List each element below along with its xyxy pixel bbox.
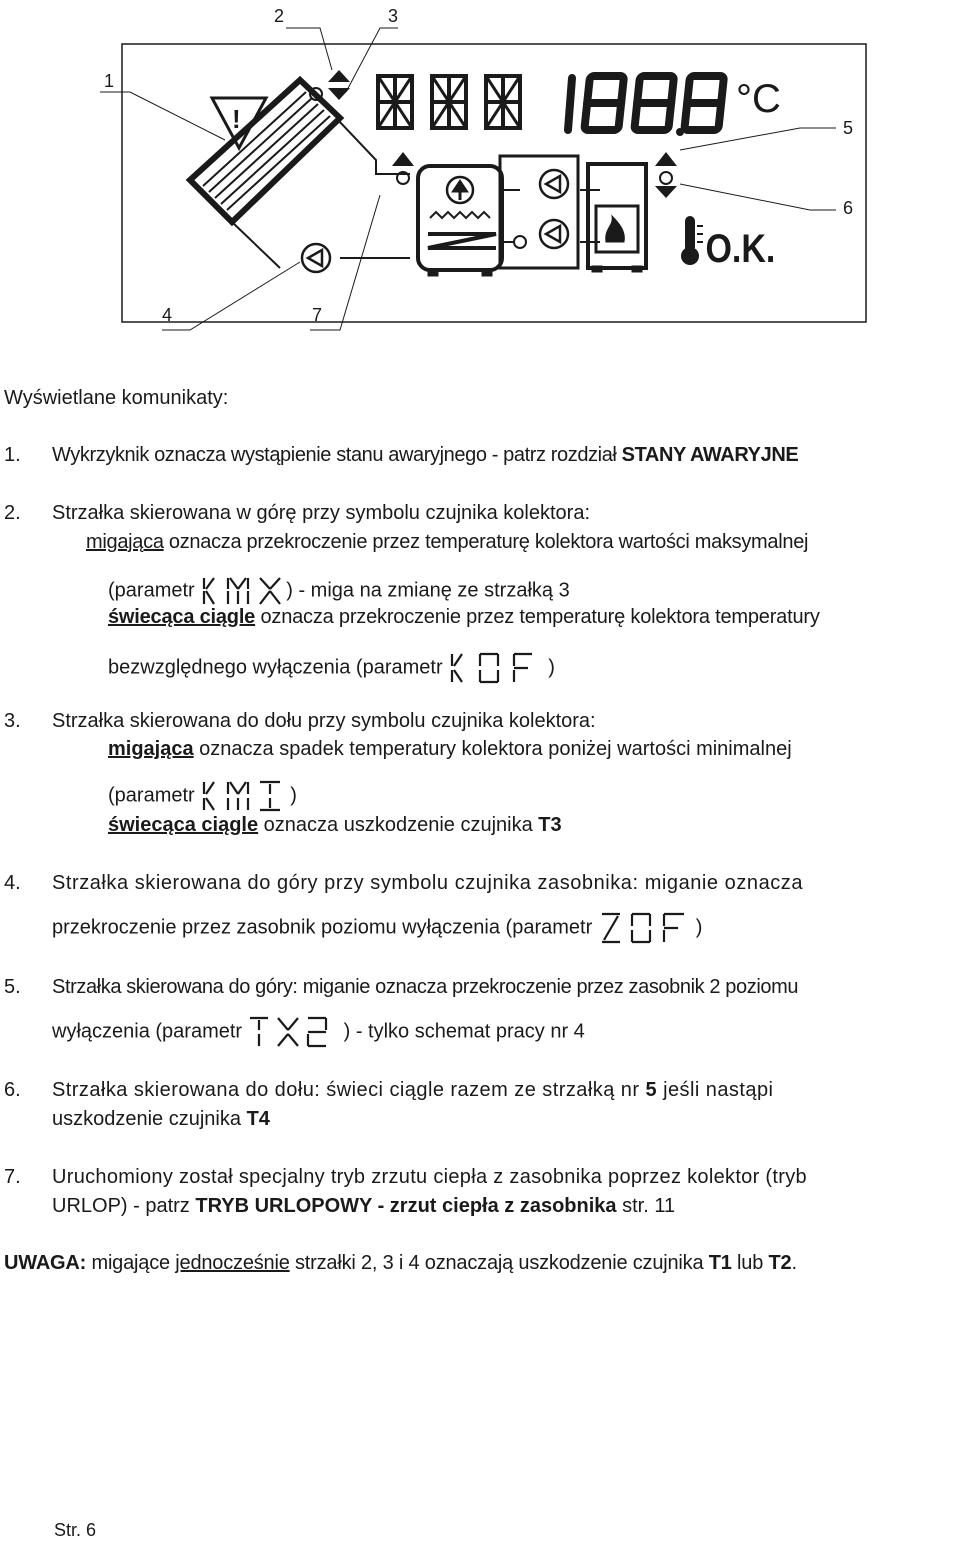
svg-text:!: !: [232, 104, 241, 134]
item-3-number: 3.: [4, 710, 21, 732]
boiler-arrow-down-icon: [655, 186, 677, 198]
heating-circuit-box: [500, 156, 578, 268]
callout-5: 5: [843, 118, 854, 138]
item-2-line-4: świecąca ciągle oznacza przekroczenie przez temperaturę kolektora temperatury: [108, 606, 820, 628]
page-number: Str. 6: [54, 1520, 97, 1540]
item-3-line-4: świecąca ciągle oznacza uszkodzenie czujnika T3: [108, 814, 562, 836]
boiler-arrow-up-icon: [655, 152, 677, 166]
item-7-line-1: Uruchomiony został specjalny tryb zrzutu ciepła z zasobnika poprzez kolektor (tryb: [52, 1166, 807, 1188]
lcd-display-diagram: [0, 0, 960, 340]
item-3-line-3: (parametr ): [108, 780, 297, 812]
item-1-number: 1.: [4, 444, 21, 466]
callout-1: 1: [104, 71, 115, 91]
item-6-line-2: uszkodzenie czujnika T4: [52, 1108, 270, 1130]
arrow-up-icon: [328, 70, 350, 82]
item-6-number: 6.: [4, 1079, 21, 1101]
item-4-line-2: przekroczenie przez zasobnik poziomu wyłączenia (parametr ): [52, 910, 702, 946]
dhw-pump-icon: [540, 220, 568, 248]
item-4-line-1: Strzałka skierowana do góry przy symbolu czujnika zasobnika: miganie oznacza: [52, 872, 804, 894]
item-5-line-1: Strzałka skierowana do góry: miganie oznacza przekroczenie przez zasobnik 2 poziomu: [52, 976, 799, 998]
item-5-number: 5.: [4, 976, 21, 998]
param-kmx-icon: [200, 576, 286, 606]
item-7-number: 7.: [4, 1166, 21, 1188]
item-7-line-2: URLOP) - patrz TRYB URLOPOWY - zrzut ciepła z zasobnika str. 11: [52, 1195, 676, 1217]
solar-collector-icon: [190, 80, 340, 268]
item-3-line-1: Strzałka skierowana do dołu przy symbolu czujnika kolektora:: [52, 710, 596, 732]
callout-3: 3: [388, 6, 399, 26]
item-1-text: Wykrzyknik oznacza wystąpienie stanu awaryjnego - patrz rozdział STANY AWARYJNE: [52, 444, 799, 466]
storage-tank-icon: [418, 166, 502, 276]
item-2-line-3: (parametr ) - miga na zmianę ze strzałką 3: [108, 576, 570, 606]
thermometer-icon: [681, 216, 703, 265]
warning-triangle-icon: [212, 98, 266, 148]
callout-4: 4: [162, 305, 173, 325]
item-6-line-1: Strzałka skierowana do dołu: świeci ciągle razem ze strzałką nr 5 jeśli nastąpi: [52, 1079, 774, 1101]
callout-6: 6: [843, 198, 854, 218]
numeric-display: [568, 76, 724, 130]
item-3-line-2: migająca oznacza spadek temperatury kolektora poniżej wartości minimalnej: [108, 738, 792, 760]
item-4-number: 4.: [4, 872, 21, 894]
decimal-point: [676, 128, 684, 136]
warning-note: UWAGA: migające jednocześnie strzałki 2, 3 i 4 oznaczają uszkodzenie czujnika T1 lub T2.: [4, 1252, 797, 1274]
item-2-line-5: bezwzględnego wyłączenia (parametr ): [108, 650, 555, 686]
pump-sensor-icon: [514, 236, 526, 248]
boiler-sensor-icon: [660, 172, 672, 184]
heating-pump-icon: [540, 170, 568, 198]
param-zof-icon: [598, 910, 696, 946]
param-kof-icon: [448, 650, 548, 686]
callout-7: 7: [312, 305, 323, 325]
item-2-number: 2.: [4, 502, 21, 524]
ok-label: O.K.: [705, 225, 776, 271]
callout-2: 2: [274, 6, 285, 26]
tank-arrow-up-icon: [392, 152, 414, 166]
item-2-line-1: Strzałka skierowana w górę przy symbolu czujnika kolektora:: [52, 502, 590, 524]
item-2-line-2: migająca oznacza przekroczenie przez temperaturę kolektora wartości maksymalnej: [86, 531, 809, 553]
param-kmi-icon: [200, 780, 290, 812]
collector-pump-icon: [302, 244, 330, 272]
unit-label: °C: [736, 77, 781, 121]
alphanumeric-segments: [378, 76, 520, 128]
arrow-down-icon: [328, 88, 350, 100]
item-5-line-2: wyłączenia (parametr ) - tylko schemat pracy nr 4: [52, 1014, 585, 1050]
param-tx2-icon: [248, 1014, 344, 1050]
boiler-icon: [588, 164, 646, 272]
intro-heading: Wyświetlane komunikaty:: [4, 387, 229, 409]
